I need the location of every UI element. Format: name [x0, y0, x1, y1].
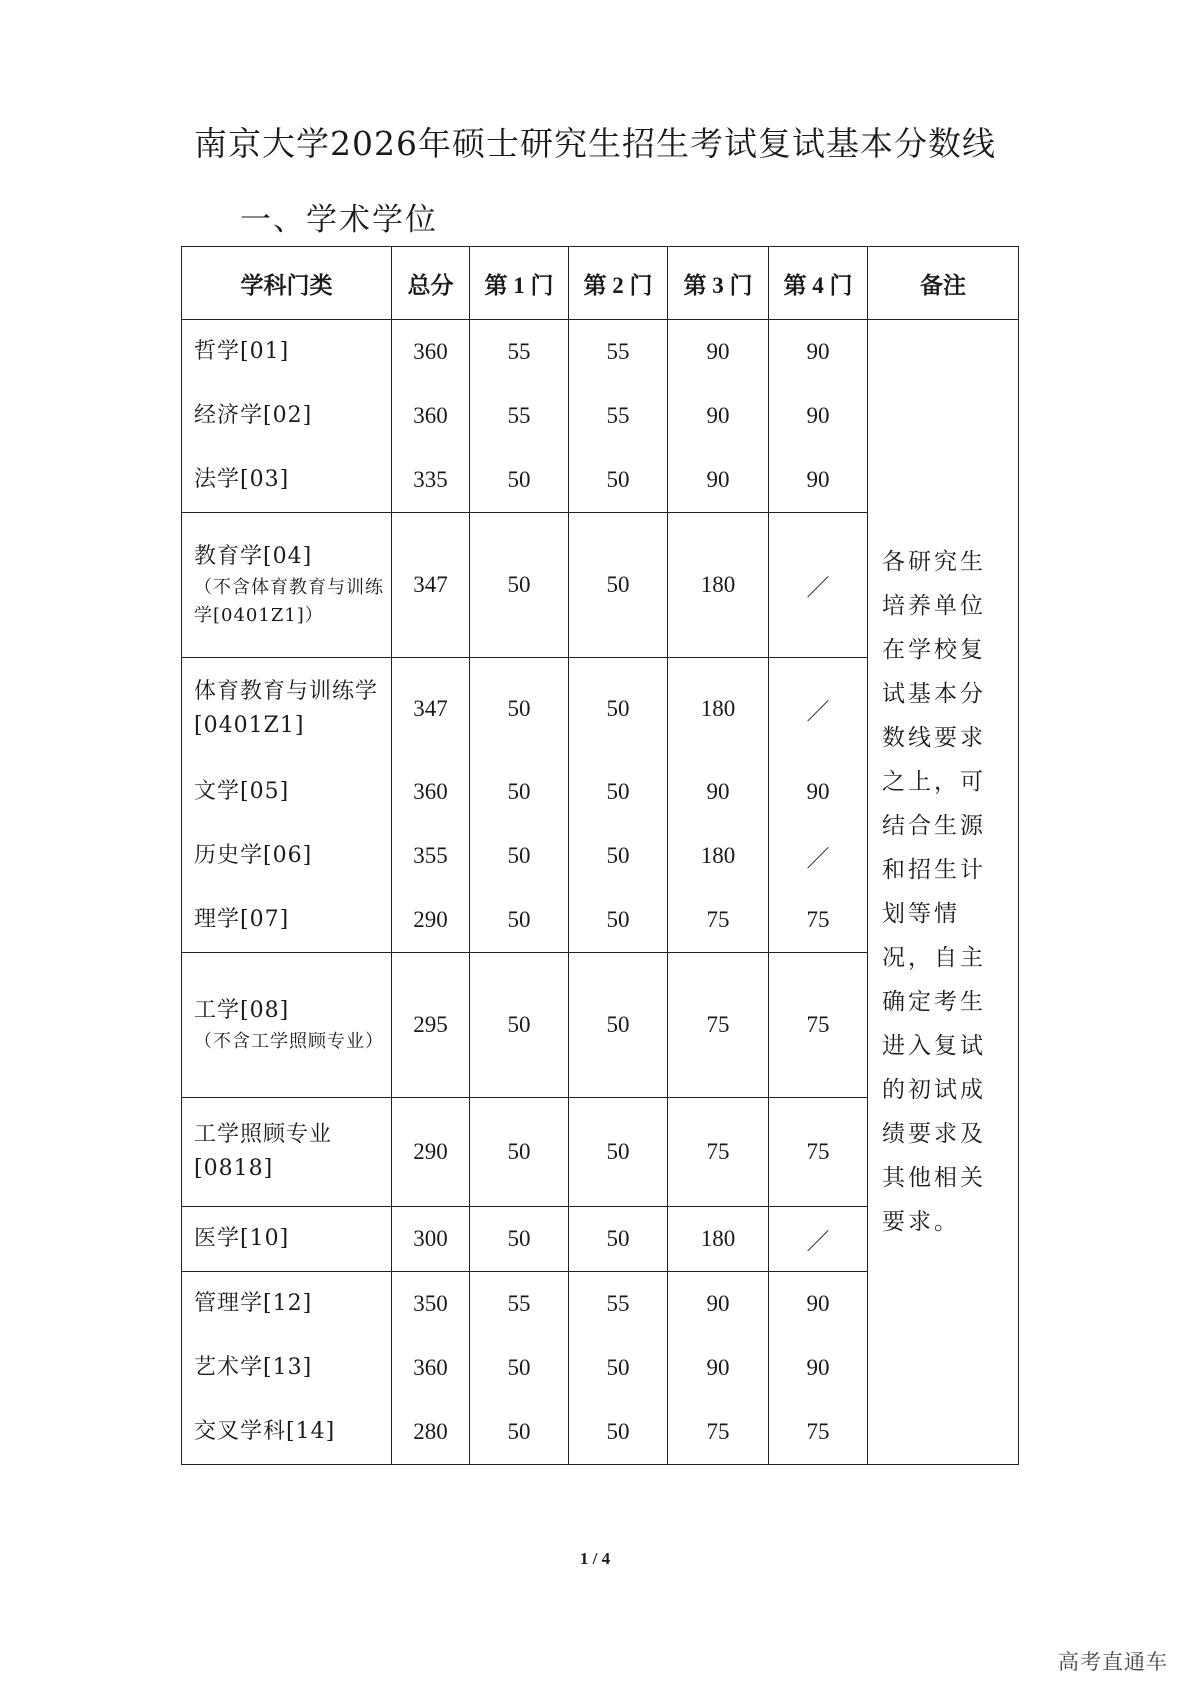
course-3-cell: 180: [668, 513, 769, 658]
subject-cell: 文学[05]: [182, 760, 392, 824]
remark-cell: 各研究生培养单位在学校复试基本分数线要求之上，可结合生源和招生计划等情况，自主确定考生进入复试的初试成绩要求及其他相关要求。: [868, 320, 1019, 1465]
course-1-cell: 55: [470, 320, 569, 385]
subject-cell: 管理学[12]: [182, 1272, 392, 1337]
course-1-cell: 55: [470, 384, 569, 448]
total-cell: 335: [392, 448, 470, 513]
course-4-cell: 90: [769, 384, 868, 448]
course-3-cell: 90: [668, 760, 769, 824]
subject-cell: 哲学[01]: [182, 320, 392, 385]
course-4-cell: ／: [769, 658, 868, 761]
course-4-cell: 90: [769, 1336, 868, 1400]
header-course-2: 第 2 门: [569, 247, 668, 320]
total-cell: 360: [392, 384, 470, 448]
course-2-cell: 55: [569, 1272, 668, 1337]
subject-cell: 艺术学[13]: [182, 1336, 392, 1400]
course-3-cell: 75: [668, 1400, 769, 1465]
page-number: 1 / 4: [579, 1549, 611, 1568]
course-1-cell: 50: [470, 448, 569, 513]
total-cell: 295: [392, 953, 470, 1098]
document-title: 南京大学2026年硕士研究生招生考试复试基本分数线: [194, 124, 996, 163]
course-1-cell: 50: [470, 513, 569, 658]
course-2-cell: 50: [569, 953, 668, 1098]
subject-cell: 交叉学科[14]: [182, 1400, 392, 1465]
course-1-cell: 55: [470, 1272, 569, 1337]
course-1-cell: 50: [470, 824, 569, 888]
course-3-cell: 180: [668, 824, 769, 888]
subject-cell: [182, 513, 392, 658]
total-cell: 280: [392, 1400, 470, 1465]
subject-cell: [182, 953, 392, 1098]
header-course-1: 第 1 门: [470, 247, 569, 320]
total-cell: 360: [392, 1336, 470, 1400]
course-1-cell: 50: [470, 888, 569, 953]
course-2-cell: 50: [569, 1207, 668, 1272]
course-1-cell: 50: [470, 760, 569, 824]
course-3-cell: 75: [668, 888, 769, 953]
course-4-cell: ／: [769, 824, 868, 888]
table-header-row: [182, 247, 1019, 320]
course-3-cell: 90: [668, 1336, 769, 1400]
subject-note: （不含工学照顾专业）: [194, 1031, 384, 1053]
total-cell: 347: [392, 658, 470, 761]
course-2-cell: 50: [569, 1098, 668, 1207]
total-cell: 300: [392, 1207, 470, 1272]
subject-cell: 理学[07]: [182, 888, 392, 953]
watermark: 高考直通车: [1058, 1650, 1168, 1674]
course-4-cell: 75: [769, 888, 868, 953]
course-2-cell: 55: [569, 384, 668, 448]
subject-cell: 历史学[06]: [182, 824, 392, 888]
header-course-3: 第 3 门: [668, 247, 769, 320]
course-4-cell: ／: [769, 1207, 868, 1272]
course-3-cell: 90: [668, 448, 769, 513]
total-cell: 360: [392, 320, 470, 385]
subject-note: （不含体育教育与训练学[0401Z1]）: [194, 577, 384, 627]
subject-cell: 医学[10]: [182, 1207, 392, 1272]
course-4-cell: 90: [769, 320, 868, 385]
total-cell: 350: [392, 1272, 470, 1337]
header-remark: 备注: [868, 247, 1019, 320]
course-2-cell: 50: [569, 658, 668, 761]
course-3-cell: 90: [668, 384, 769, 448]
table-row: [182, 320, 1019, 385]
course-1-cell: 50: [470, 658, 569, 761]
score-table: [181, 246, 1019, 1465]
course-4-cell: 90: [769, 1272, 868, 1337]
course-2-cell: 50: [569, 448, 668, 513]
course-1-cell: 50: [470, 1400, 569, 1465]
course-4-cell: 75: [769, 1400, 868, 1465]
course-3-cell: 90: [668, 1272, 769, 1337]
subject-cell: 经济学[02]: [182, 384, 392, 448]
course-1-cell: 50: [470, 953, 569, 1098]
course-2-cell: 50: [569, 1336, 668, 1400]
course-4-cell: 75: [769, 953, 868, 1098]
course-2-cell: 50: [569, 824, 668, 888]
course-2-cell: 50: [569, 1400, 668, 1465]
total-cell: 347: [392, 513, 470, 658]
course-3-cell: 75: [668, 1098, 769, 1207]
course-3-cell: 180: [668, 1207, 769, 1272]
header-course-4: 第 4 门: [769, 247, 868, 320]
course-4-cell: ／: [769, 513, 868, 658]
course-2-cell: 50: [569, 888, 668, 953]
header-subject: 学科门类: [182, 247, 392, 320]
course-4-cell: 90: [769, 448, 868, 513]
course-4-cell: 90: [769, 760, 868, 824]
subject-cell: 体育教育与训练学[0401Z1]: [182, 658, 392, 761]
course-4-cell: 75: [769, 1098, 868, 1207]
subject-name: 工学[08]: [194, 998, 290, 1023]
course-2-cell: 50: [569, 513, 668, 658]
total-cell: 360: [392, 760, 470, 824]
course-1-cell: 50: [470, 1336, 569, 1400]
subject-name: 教育学[04]: [194, 544, 313, 570]
course-2-cell: 50: [569, 760, 668, 824]
section-heading: 一、学术学位: [240, 202, 438, 238]
subject-cell: 法学[03]: [182, 448, 392, 513]
course-1-cell: 50: [470, 1207, 569, 1272]
course-3-cell: 75: [668, 953, 769, 1098]
total-cell: 290: [392, 888, 470, 953]
total-cell: 355: [392, 824, 470, 888]
course-2-cell: 55: [569, 320, 668, 385]
total-cell: 290: [392, 1098, 470, 1207]
subject-cell: 工学照顾专业[0818]: [182, 1098, 392, 1207]
course-3-cell: 90: [668, 320, 769, 385]
course-3-cell: 180: [668, 658, 769, 761]
header-total: 总分: [392, 247, 470, 320]
course-1-cell: 50: [470, 1098, 569, 1207]
